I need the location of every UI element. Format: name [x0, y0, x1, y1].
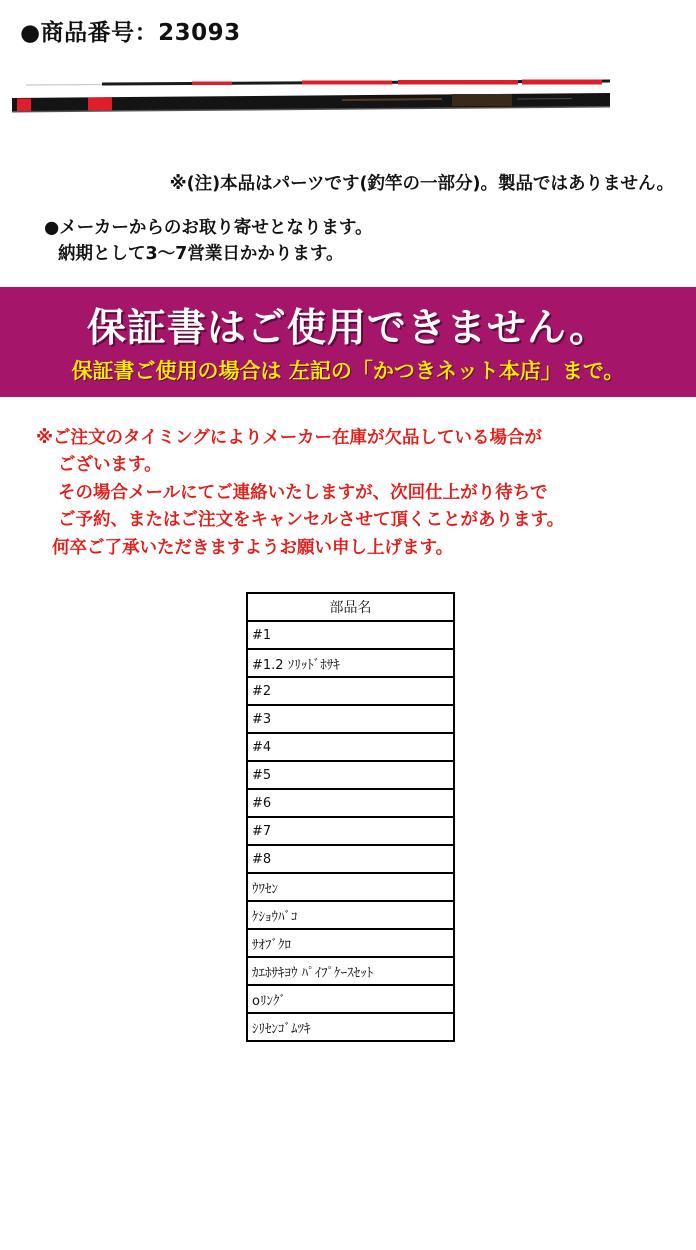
parts-table — [246, 592, 455, 1042]
table-row — [247, 789, 454, 817]
part-name: #4 — [247, 733, 454, 761]
warranty-banner-title: 保証書はご使用できません。 — [86, 306, 610, 351]
table-row — [247, 901, 454, 929]
part-name: ｳﾜｾﾝ — [247, 873, 454, 901]
part-name: ｼﾘｾﾝｺﾞﾑﾂｷ — [247, 1013, 454, 1041]
table-row — [247, 621, 454, 649]
table-row — [247, 705, 454, 733]
fishing-rod-image — [12, 70, 610, 120]
product-number: ●商品番号：23093 — [20, 20, 241, 46]
table-row — [247, 649, 454, 677]
part-name: #1 — [247, 621, 454, 649]
stock-notice-line: ご予約、またはご注文をキャンセルさせて頂くことがあります。 — [58, 510, 565, 531]
table-row — [247, 873, 454, 901]
table-row — [247, 677, 454, 705]
stock-notice-line: ございます。 — [58, 455, 162, 476]
part-name: oﾘﾝｸﾞ — [247, 985, 454, 1013]
part-name: ｻｵﾌﾞｸﾛ — [247, 929, 454, 957]
parts-notice: ※(注)本品はパーツです(釣竿の一部分)。製品ではありません。 — [169, 174, 674, 194]
table-row — [247, 985, 454, 1013]
stock-notice-line: 何卒ご了承いただきますようお願い申し上げます。 — [52, 537, 454, 558]
table-row — [247, 817, 454, 845]
part-name: ｹｼｮｳﾊﾞｺ — [247, 901, 454, 929]
part-name: #5 — [247, 761, 454, 789]
part-name: #1.2 ｿﾘｯﾄﾞﾎｻｷ — [247, 649, 454, 677]
part-name: #8 — [247, 845, 454, 873]
table-row — [247, 761, 454, 789]
warranty-banner-subtitle: 保証書ご使用の場合は 左記の「かつきネット本店」まで。 — [71, 359, 625, 383]
part-name: #2 — [247, 677, 454, 705]
stock-notice — [36, 425, 564, 562]
table-row — [247, 929, 454, 957]
maker-order-line2: 納期として3〜7営業日かかります。 — [58, 244, 344, 264]
part-name: ｶｴﾎｻｷﾖｳ ﾊﾟｲﾌﾟｹｰｽｾｯﾄ — [247, 957, 454, 985]
parts-table-header-row — [247, 593, 454, 621]
part-name: #6 — [247, 789, 454, 817]
table-row — [247, 733, 454, 761]
table-row — [247, 957, 454, 985]
parts-table-header: 部品名 — [247, 593, 454, 621]
stock-notice-line: ※ご注文のタイミングによりメーカー在庫が欠品している場合が — [36, 428, 542, 448]
maker-order-line1: ●メーカーからのお取り寄せとなります。 — [44, 218, 373, 238]
part-name: #7 — [247, 817, 454, 845]
table-row — [247, 845, 454, 873]
part-name: #3 — [247, 705, 454, 733]
table-row — [247, 1013, 454, 1041]
maker-order-notice — [44, 215, 373, 267]
stock-notice-line: その場合メールにてご連絡いたしますが、次回仕上がり待ちで — [58, 482, 548, 503]
